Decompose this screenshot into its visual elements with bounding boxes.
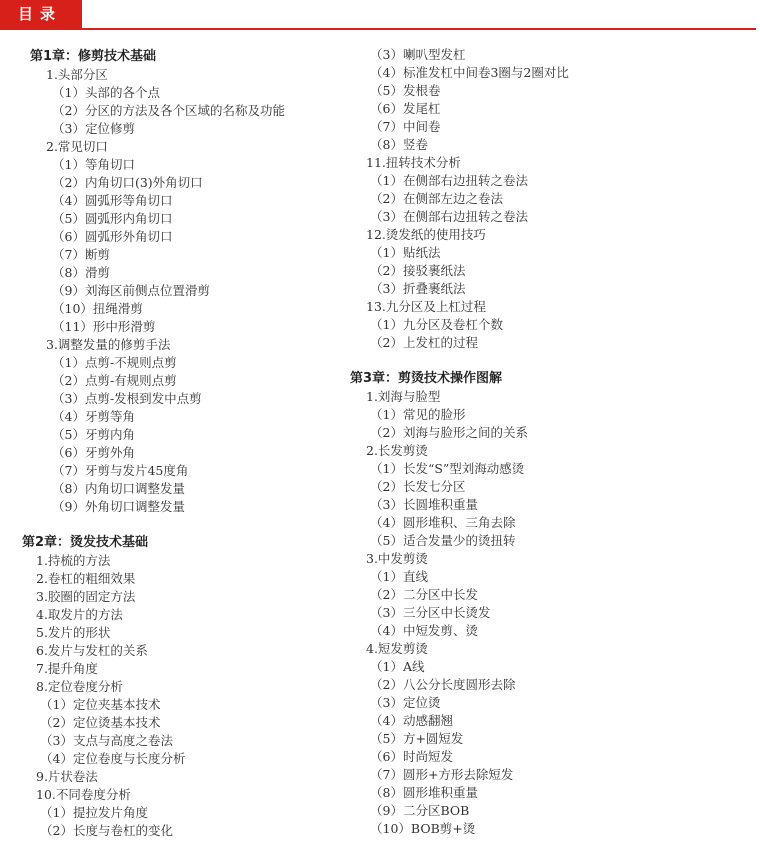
toc-entry: （4）标准发杠中间卷3圈与2圈对比 — [370, 65, 569, 80]
toc-entry: （1）长发“S”型刘海动感烫 — [370, 461, 525, 476]
toc-entry: （2）分区的方法及各个区域的名称及功能 — [52, 103, 285, 118]
toc-entry: （1）贴纸法 — [370, 245, 441, 260]
toc-entry: 2.长发剪烫 — [366, 443, 428, 458]
toc-entry: （10）扭绳滑剪 — [52, 301, 143, 316]
toc-entry: 9.片状卷法 — [36, 769, 98, 784]
toc-entry: （4）牙剪等角 — [52, 409, 135, 424]
toc-entry: （1）等角切口 — [52, 157, 135, 172]
toc-entry: 3.胶圈的固定方法 — [36, 589, 136, 604]
toc-entry: 2.卷杠的粗细效果 — [36, 571, 136, 586]
toc-entry: （6）发尾杠 — [370, 101, 441, 116]
toc-entry: 1.持梳的方法 — [36, 553, 111, 568]
toc-entry: （2）在侧部左边之卷法 — [370, 191, 503, 206]
toc-entry: 5.发片的形状 — [36, 625, 111, 640]
section-spacer — [346, 352, 756, 370]
toc-entry: 11.扭转技术分析 — [366, 155, 461, 170]
toc-entry: （2）接驳裹纸法 — [370, 263, 466, 278]
toc-entry: （9）刘海区前侧点位置滑剪 — [52, 283, 210, 298]
toc-entry: （3）折叠裹纸法 — [370, 281, 466, 296]
toc-entry: （2）八公分长度圆形去除 — [370, 677, 516, 692]
toc-entry: （8）内角切口调整发量 — [52, 481, 185, 496]
toc-title: 目录 — [18, 5, 63, 23]
toc-right-column — [346, 46, 756, 838]
toc-entry: 13.九分区及上杠过程 — [366, 299, 486, 314]
toc-entry: （1）常见的脸形 — [370, 407, 466, 422]
chapter-heading: 第2章：烫发技术基础 — [22, 535, 149, 550]
toc-entry: （3）点剪-发根到发中点剪 — [52, 391, 202, 406]
toc-entry: （4）中短发剪、烫 — [370, 623, 478, 638]
toc-entry: （9）外角切口调整发量 — [52, 499, 185, 514]
toc-entry: 8.定位卷度分析 — [36, 679, 123, 694]
toc-entry: 4.短发剪烫 — [366, 641, 428, 656]
toc-entry: 1.刘海与脸型 — [366, 389, 441, 404]
toc-entry: 12.烫发纸的使用技巧 — [366, 227, 486, 242]
toc-entry: （5）发根卷 — [370, 83, 441, 98]
toc-entry: 3.中发剪烫 — [366, 551, 428, 566]
toc-entry: （4）定位卷度与长度分析 — [40, 751, 186, 766]
toc-entry: （1）九分区及卷杠个数 — [370, 317, 503, 332]
section-spacer — [18, 516, 348, 534]
toc-entry: （7）圆形+方形去除短发 — [370, 767, 514, 782]
toc-header-tab — [0, 0, 82, 29]
toc-entry: （5）圆弧形内角切口 — [52, 211, 173, 226]
toc-entry: （5）适合发量少的烫扭转 — [370, 533, 516, 548]
toc-entry: （2）长发七分区 — [370, 479, 466, 494]
toc-entry: 3.调整发量的修剪手法 — [46, 337, 171, 352]
toc-entry: 7.提升角度 — [36, 661, 98, 676]
toc-entry: （3）长圆堆积重量 — [370, 497, 478, 512]
toc-entry: （1）直线 — [370, 569, 428, 584]
toc-entry: （3）喇叭型发杠 — [370, 47, 466, 62]
toc-entry: （8）圆形堆积重量 — [370, 785, 478, 800]
toc-entry: （4）圆弧形等角切口 — [52, 193, 173, 208]
toc-entry: （4）圆形堆积、三角去除 — [370, 515, 516, 530]
toc-entry: （1）定位夹基本技术 — [40, 697, 161, 712]
toc-entry: （7）中间卷 — [370, 119, 441, 134]
toc-entry: （3）定位修剪 — [52, 121, 135, 136]
toc-entry: （7）牙剪与发片45度角 — [52, 463, 189, 478]
toc-left-column — [18, 48, 348, 840]
toc-entry: 10.不同卷度分析 — [36, 787, 131, 802]
toc-entry: （3）定位烫 — [370, 695, 441, 710]
toc-entry: （8）滑剪 — [52, 265, 110, 280]
toc-entry: （2）上发杠的过程 — [370, 335, 478, 350]
toc-entry: （4）动感翻翘 — [370, 713, 453, 728]
toc-entry: （1）点剪-不规则点剪 — [52, 355, 177, 370]
toc-entry: 1.头部分区 — [46, 67, 108, 82]
chapter-heading: 第1章：修剪技术基础 — [30, 49, 157, 64]
toc-entry: （8）竖卷 — [370, 137, 428, 152]
toc-entry: （3）在侧部右边扭转之卷法 — [370, 209, 528, 224]
toc-entry: （7）断剪 — [52, 247, 110, 262]
toc-entry: （6）牙剪外角 — [52, 445, 135, 460]
toc-entry: （3）三分区中长烫发 — [370, 605, 491, 620]
header-rule — [0, 28, 756, 30]
toc-entry: （1）头部的各个点 — [52, 85, 160, 100]
toc-entry: （1）提拉发片角度 — [40, 805, 148, 820]
toc-entry: （2）点剪-有规则点剪 — [52, 373, 177, 388]
chapter-heading: 第3章：剪烫技术操作图解 — [350, 371, 503, 386]
toc-entry: （2）二分区中长发 — [370, 587, 478, 602]
toc-entry: 4.取发片的方法 — [36, 607, 123, 622]
toc-entry: 2.常见切口 — [46, 139, 108, 154]
toc-entry: 6.发片与发杠的关系 — [36, 643, 148, 658]
toc-entry: （2）内角切口(3)外角切口 — [52, 175, 203, 190]
toc-entry: （5）方+圆短发 — [370, 731, 464, 746]
toc-entry: （1）在侧部右边扭转之卷法 — [370, 173, 528, 188]
toc-entry: （3）支点与高度之卷法 — [40, 733, 173, 748]
toc-entry: （1）A线 — [370, 659, 425, 674]
toc-entry: （2）定位烫基本技术 — [40, 715, 161, 730]
toc-entry: （6）时尚短发 — [370, 749, 453, 764]
toc-entry: （10）BOB剪+烫 — [370, 821, 476, 836]
toc-entry: （11）形中形滑剪 — [52, 319, 156, 334]
toc-entry: （6）圆弧形外角切口 — [52, 229, 173, 244]
toc-entry: （2）刘海与脸形之间的关系 — [370, 425, 528, 440]
toc-entry: （9）二分区BOB — [370, 803, 470, 818]
toc-entry: （5）牙剪内角 — [52, 427, 135, 442]
toc-entry: （2）长度与卷杠的变化 — [40, 823, 173, 838]
